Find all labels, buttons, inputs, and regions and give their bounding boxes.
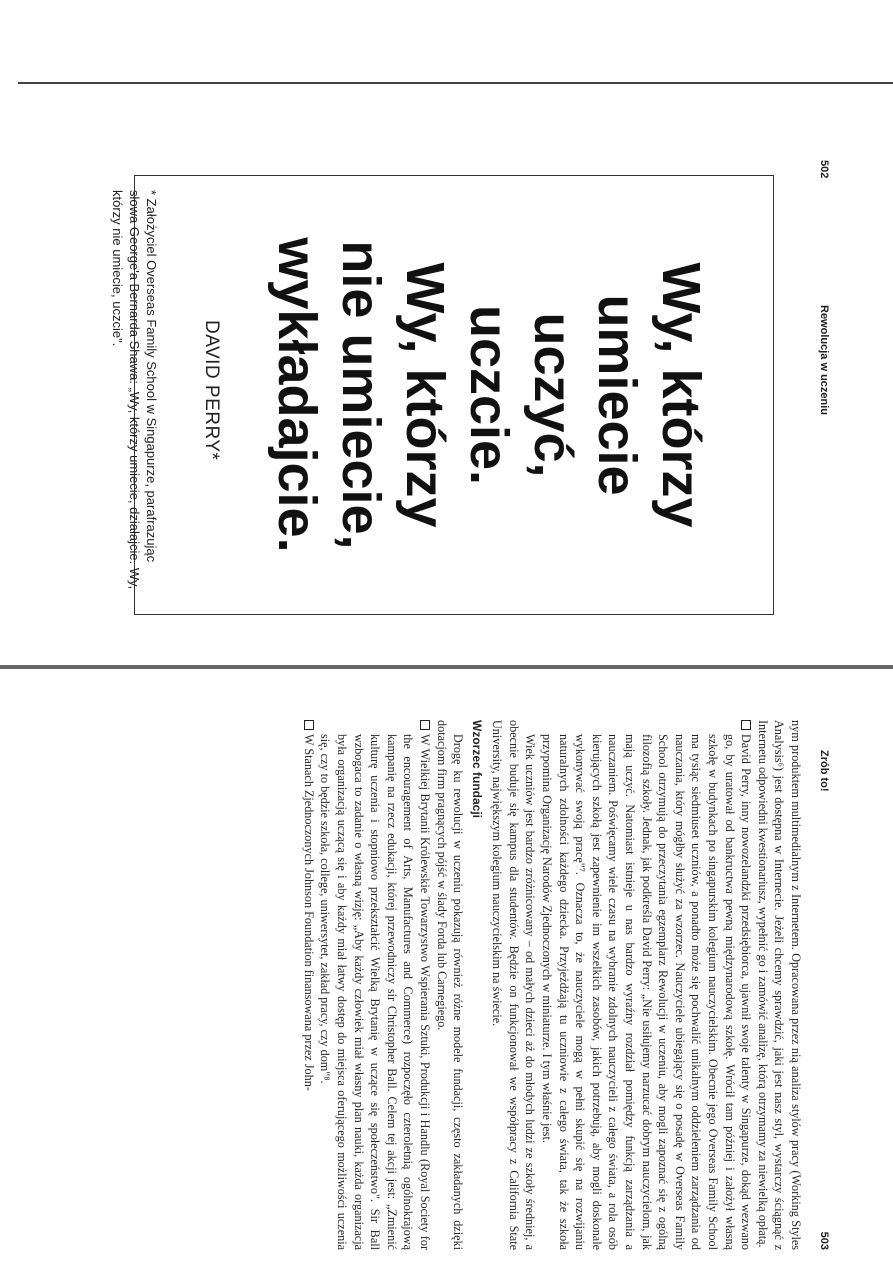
list-item — [317, 720, 433, 1250]
top-scan-line — [18, 82, 893, 84]
paragraph: Wiek uczniów jest bardzo zróżnicowany – od małych dzieci aż do młodych ludzi ze szkoły średniej, a obecnie buduje się kampus dla studentów. Będzie on funkcjonował we współpracy z California State University, największym kolegium nauczycielskim na świecie. — [490, 720, 538, 1250]
quote-box — [134, 175, 774, 615]
section-heading: Wzorzec fundacji — [469, 720, 484, 819]
quote-line: Wy, którzy — [395, 262, 455, 528]
quote-line: umiecie uczyć, — [523, 294, 647, 496]
running-header-right: Zrób to! — [818, 750, 830, 792]
quote-title — [265, 210, 713, 580]
list-item — [539, 720, 755, 1250]
quote-line: wykładajcie. — [267, 237, 327, 553]
footnote-wrap — [100, 190, 160, 590]
footnote: * Założyciel Overseas Family School w Singapurze, parafrazując słowa George'a Bernarda Shawa: „Wy, którzy umiecie, działajcie. Wy, którzy nie umiecie, uczcie". — [110, 190, 159, 590]
running-header-left: Rewolucja w uczeniu — [818, 305, 830, 416]
list-item-text: David Perry, inny nowozelandzki przedsiębiorca, ujawnił swoje talenty w Singapurze, dokąd wezwano go, by uratował od bankructwa pewną międzynarodową szkołę. Wrócił tam później i założył własną szkołę w budynkach po singapurskim kolegium nauczycielskim. Obecnie jego Overseas Family School ma tysiąc siedmiuset uczniów, a ponadto może się pochwalić unikalnym oddzieleniem zarządzania od nauczania, który mógłby służyć za wzorzec. Nauczyciele ubiegający się o posadę w Overseas Family School otrzymują do przeczytania egzemplarz Rewolucji w uczeniu, aby mogli zapoznać się z ogólną filozofią szkoły. Jednak, jak podkreśla David Perry: „Nie usiłujemy narzucać dobrym nauczycielom, jak mają uczyć. Natomiast istnieje u nas bardzo wyraźny rozdział pomiędzy funkcją zarządzania a nauczaniem. Poświęcamy wiele czasu na wybranie zdolnych nauczycieli z całego świata, a rola osób kierujących szkołą jest zapewnienie im wszelkich zasobów, jakich potrzebują, aby mogli doskonale wykonywać swoją pracę"⁷. Oznacza to, że nauczyciele mogą w pełni skupić się na rozwijaniu naturalnych zdolności każdego dziecka. Przyjeżdżają tu uczniowie z całego świata, tak że szkoła przypomina Organizację Narodów Zjednoczonych w miniaturze. I tym właśnie jest. — [540, 734, 754, 1250]
quote-line: Wy, którzy — [651, 262, 711, 528]
list-item-text: W Wielkiej Brytanii Królewskie Towarzystwo Wspierania Sztuki, Produkcji i Handlu (Royal Society for the encouragement of Arts, Manufactures and Commerce) rozpoczęło czteroletnią ogólnokrajową kampanię na rzecz edukacji, której przewodniczy sir Christopher Ball. Celem tej akcji jest: „Zmienić kulturę uczenia i stopniowo przekształcić Wielką Brytanię w uczące się społeczeństwo". Sir Ball wzbogaca to zadanie o własną wizję: „Aby każdy człowiek miał własny plan nauki, każda organizacja była organizacją uczącą się i aby każdy miał łatwy dostęp do miejsca oferującego możliwości uczenia się, czy to będzie szkoła, college, uniwersytet, zakład pracy, czy dom"⁸. — [318, 734, 432, 1250]
list-item — [300, 720, 317, 1250]
quote-author: DAVID PERRY* — [201, 320, 222, 461]
paragraph: nym produktem multimedialnym z Internetem. Opracowana przez nią analiza stylów pracy (Working Styles Analysis⁶) jest dostępna w Internecie. Jeżeli chcemy sprawdzić, jaki jest nasz styl, wystarczy ściągnąć z Internetu odpowiedni kwestionariusz, wypełnić go i zamówić analizę, którą otrzymamy za niewielką opłatą. — [755, 720, 803, 1250]
checkbox-bullet-icon — [304, 720, 314, 730]
checkbox-bullet-icon — [741, 720, 751, 730]
paragraph: Drogę ku rewolucji w uczeniu pokazują również różne modele fundacji, często zakładanych dzięki dotacjom firm pragnących pójść w ślady Forda lub Carnegiego. — [434, 720, 466, 1250]
list-item-text: W Stanach Zjednoczonych Johnson Foundation finansowana przez John- — [301, 734, 316, 1091]
page-number-left: 502 — [818, 160, 830, 179]
middle-scan-line — [0, 665, 893, 669]
quote-line: uczcie. — [459, 304, 519, 486]
right-page — [66, 720, 836, 1250]
right-page-body — [300, 720, 804, 1250]
checkbox-bullet-icon — [420, 720, 430, 730]
quote-author-wrap — [192, 320, 222, 620]
quote-line: nie umiecie, — [331, 240, 391, 550]
page-number-right: 503 — [818, 1231, 830, 1250]
